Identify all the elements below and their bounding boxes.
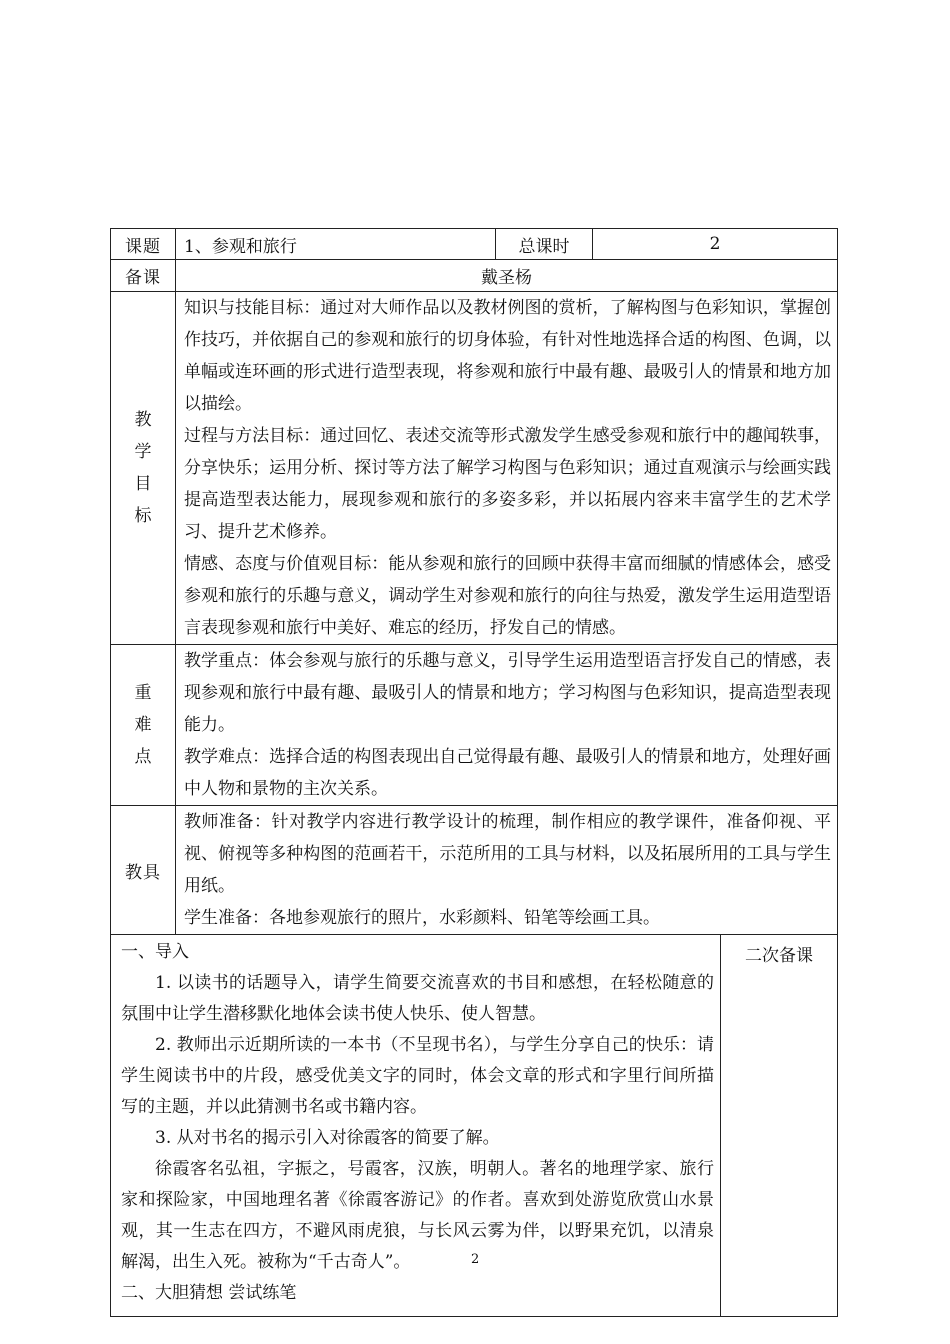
objectives-label bbox=[111, 292, 176, 645]
section-intro-title: 一、导入 bbox=[121, 942, 189, 962]
objectives-label-char: 目 bbox=[134, 474, 152, 494]
materials-row bbox=[111, 806, 838, 935]
materials-student: 学生准备：各地参观旅行的照片，水彩颜料、铅笔等绘画工具。 bbox=[184, 908, 660, 928]
lesson-item-1: 1. 以读书的话题导入，请学生简要交流喜欢的书目和感想，在轻松随意的氛围中让学生潜移默化地体会读书使人快乐、使人智慧。 bbox=[121, 973, 714, 1024]
lesson-item-2: 2. 教师出示近期所读的一本书（不呈现书名），与学生分享自己的快乐：请学生阅读书中的片段，感受优美文字的同时，体会文章的形式和字里行间所描写的主题，并以此猜测书名或书籍内容。 bbox=[121, 1035, 714, 1117]
key-points-label-char: 难 bbox=[134, 715, 152, 735]
lesson-item-3: 3. 从对书名的揭示引入对徐霞客的简要了解。 bbox=[155, 1128, 500, 1148]
key-point-focus: 教学重点：体会参观与旅行的乐趣与意义，引导学生运用造型语言抒发自己的情感，表现参观和旅行中最有趣、最吸引人的情景和地方；学习构图与色彩知识，提高造型表现能力。 bbox=[184, 651, 832, 735]
lesson-content bbox=[111, 935, 721, 1317]
prep-row bbox=[111, 260, 838, 292]
key-points-label-char: 点 bbox=[134, 747, 152, 767]
topic-value: 1、参观和旅行 bbox=[176, 229, 496, 260]
key-points-row bbox=[111, 645, 838, 806]
header-row bbox=[111, 229, 838, 260]
objective-knowledge: 知识与技能目标：通过对大师作品以及教材例图的赏析，了解构图与色彩知识，掌握创作技巧，并依据自己的参观和旅行的切身体验，有针对性地选择合适的构图、色调，以单幅或连环画的形式进行造型表现，将参观和旅行中最有趣、最吸引人的情景和地方加以描绘。 bbox=[184, 298, 832, 414]
objectives-content bbox=[176, 292, 838, 645]
lesson-plan-table bbox=[110, 228, 838, 1317]
objective-emotion: 情感、态度与价值观目标：能从参观和旅行的回顾中获得丰富而细腻的情感体会，感受参观和旅行的乐趣与意义，调动学生对参观和旅行的向往与热爱，激发学生运用造型语言表现参观和旅行中美好、难忘的经历，抒发自己的情感。 bbox=[184, 554, 832, 638]
materials-label: 教具 bbox=[111, 806, 176, 935]
key-point-difficulty: 教学难点：选择合适的构图表现出自己觉得最有趣、最吸引人的情景和地方，处理好画中人物和景物的主次关系。 bbox=[184, 747, 832, 799]
prep-teacher: 戴圣杨 bbox=[176, 260, 838, 292]
materials-content bbox=[176, 806, 838, 935]
topic-label: 课题 bbox=[111, 229, 176, 260]
section-guess-title: 二、大胆猜想 尝试练笔 bbox=[121, 1283, 297, 1303]
key-points-label-char: 重 bbox=[134, 683, 152, 703]
materials-teacher: 教师准备：针对教学内容进行教学设计的梳理，制作相应的教学课件，准备仰视、平视、俯视等多种构图的范画若干，示范所用的工具与材料，以及拓展所用的工具与学生用纸。 bbox=[184, 812, 832, 896]
objectives-label-char: 教 bbox=[134, 410, 152, 430]
objectives-label-char: 标 bbox=[134, 506, 152, 526]
objectives-label-char: 学 bbox=[134, 442, 152, 462]
key-points-label bbox=[111, 645, 176, 806]
prep-label: 备课 bbox=[111, 260, 176, 292]
page-number: 2 bbox=[471, 1252, 480, 1267]
objectives-row bbox=[111, 292, 838, 645]
total-hours-value: 2 bbox=[593, 229, 838, 260]
total-hours-label: 总课时 bbox=[496, 229, 593, 260]
objective-process: 过程与方法目标：通过回忆、表述交流等形式激发学生感受参观和旅行中的趣闻轶事，分享快乐；运用分析、探讨等方法了解学习构图与色彩知识；通过直观演示与绘画实践提高造型表达能力，展现参观和旅行的多姿多彩，并以拓展内容来丰富学生的艺术学习、提升艺术修养。 bbox=[184, 426, 832, 542]
secondary-prep-label: 二次备课 bbox=[721, 935, 838, 1317]
key-points-content bbox=[176, 645, 838, 806]
xu-xiake-bio: 徐霞客名弘祖，字振之，号霞客，汉族，明朝人。著名的地理学家、旅行家和探险家，中国地理名著《徐霞客游记》的作者。喜欢到处游览欣赏山水景观，其一生志在四方，不避风雨虎狼，与长风云雾为伴，以野果充饥，以清泉解渴，出生入死。被称为“千古奇人”。 bbox=[121, 1159, 714, 1272]
